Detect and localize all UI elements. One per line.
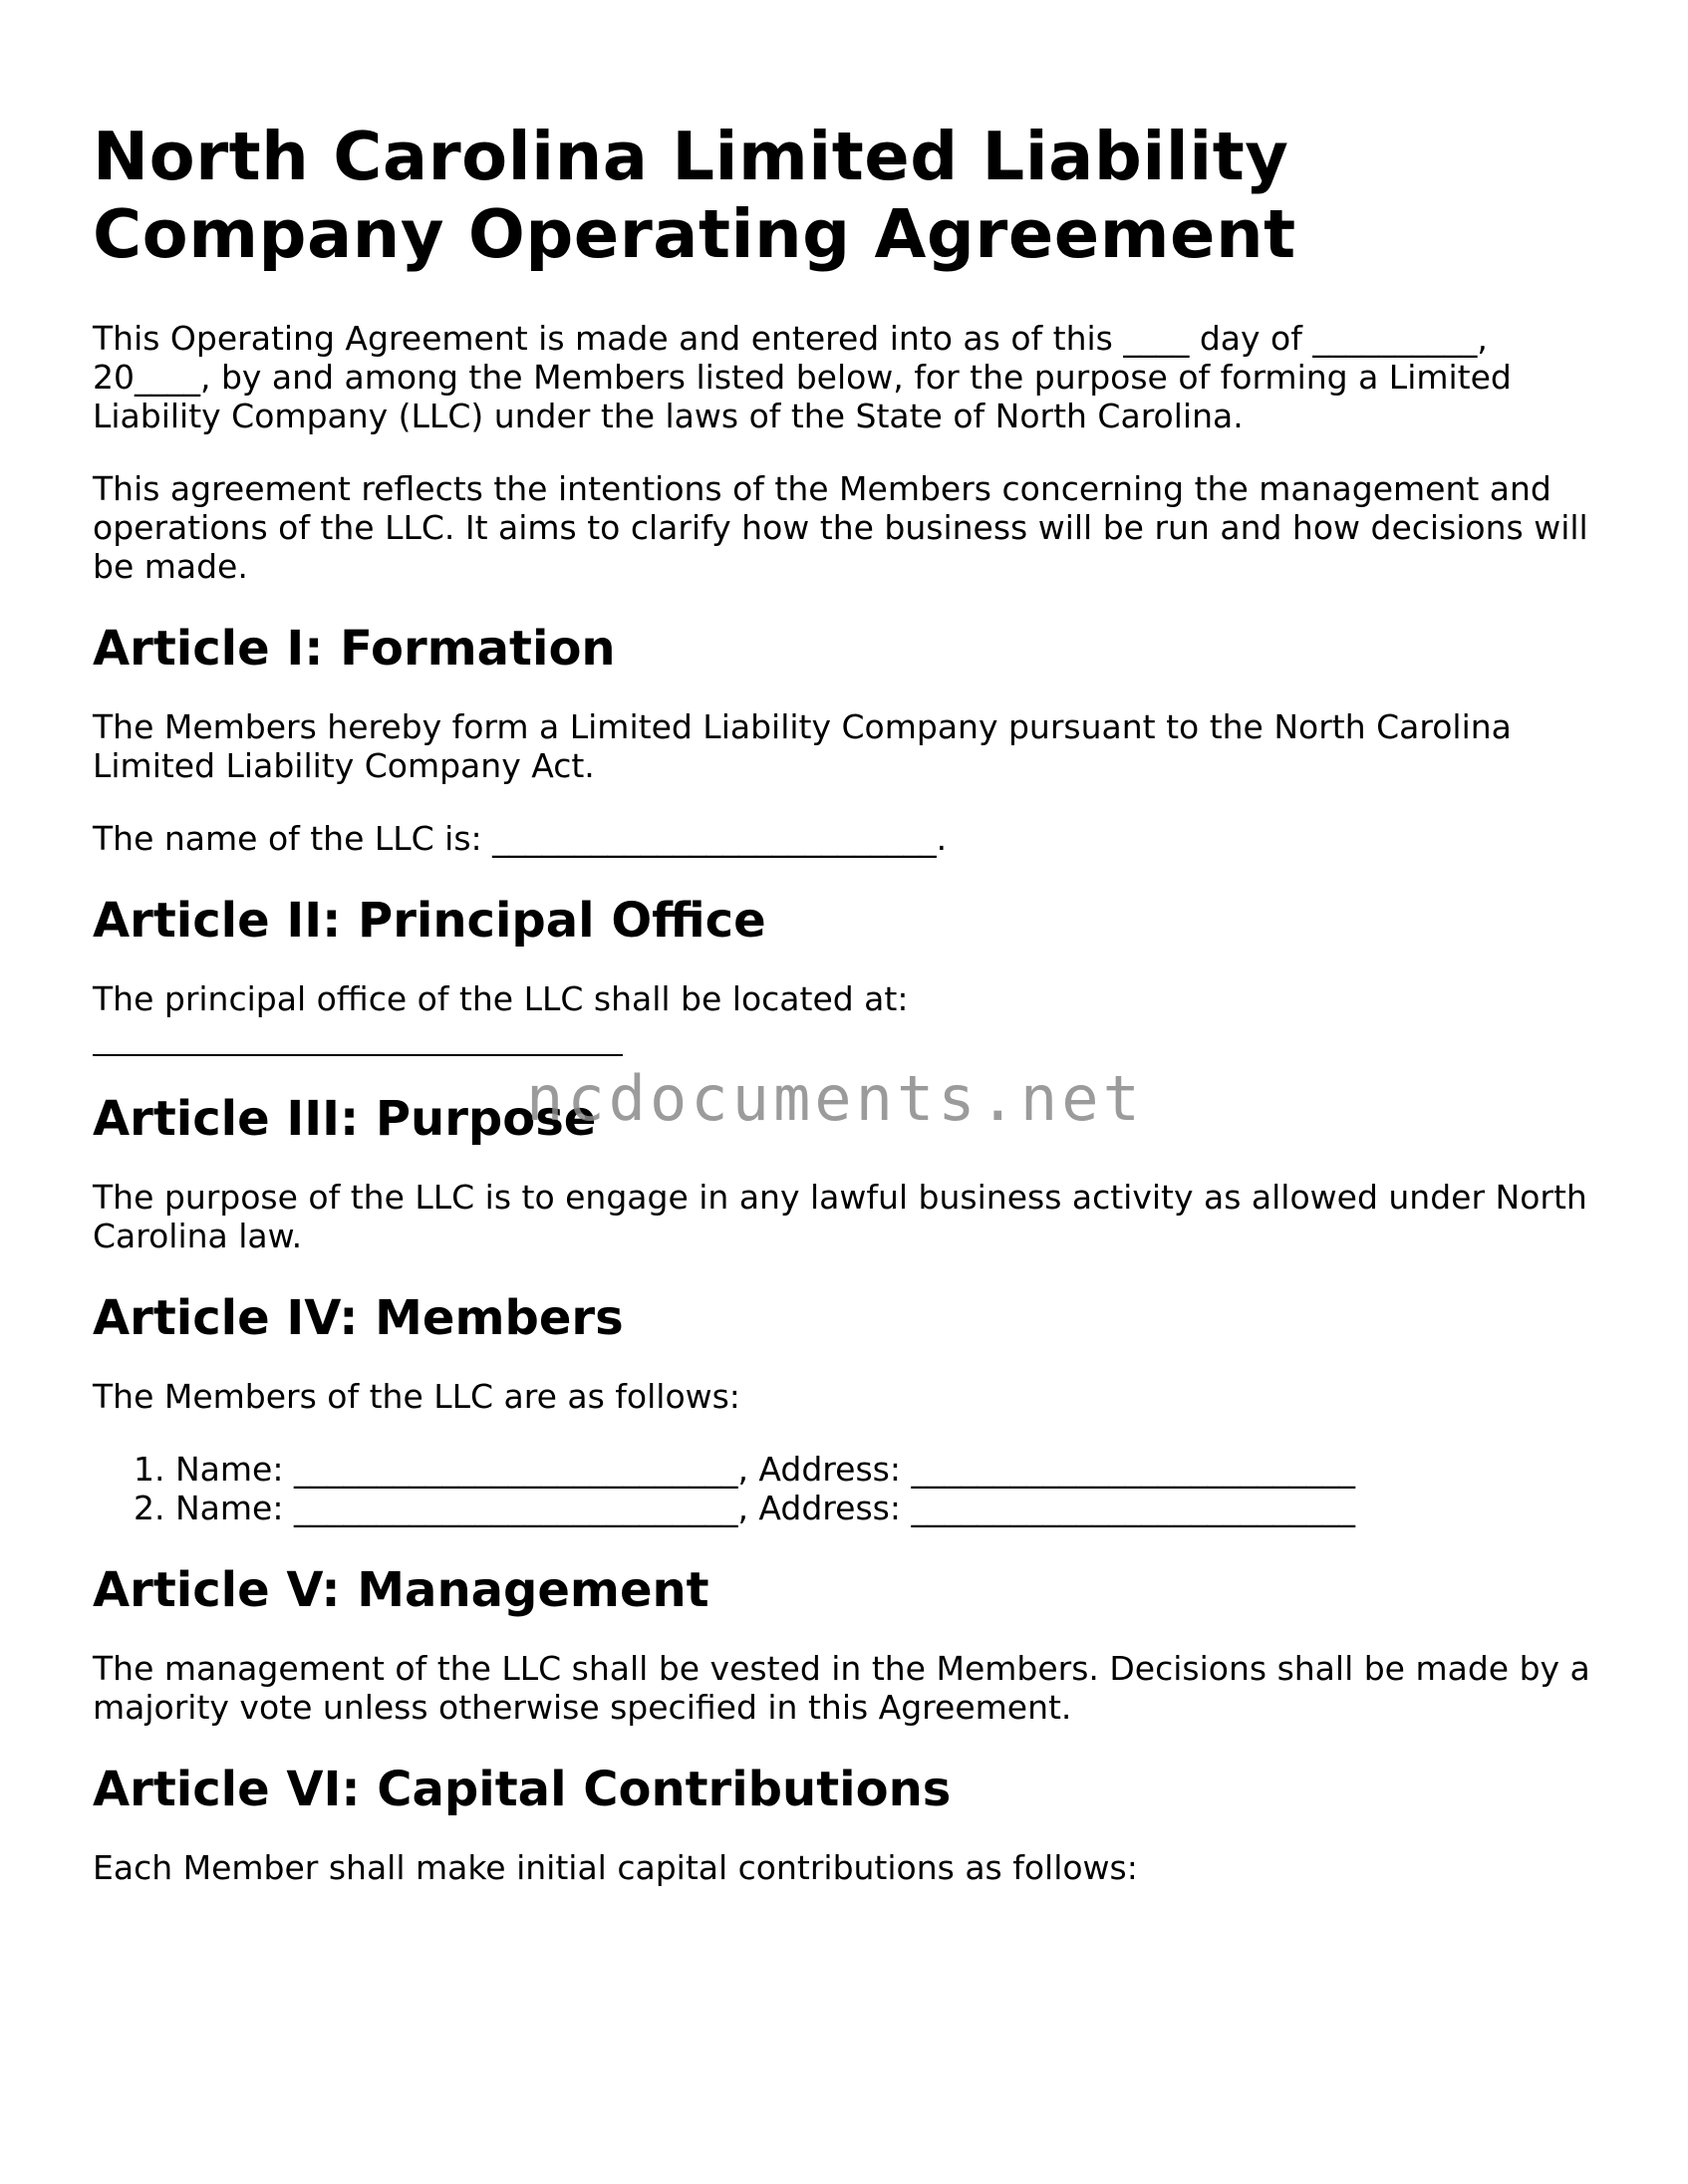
document-title: North Carolina Limited Liability Company Operating Agreement bbox=[93, 118, 1296, 273]
article-2-heading: Article II: Principal Office bbox=[93, 893, 766, 949]
principal-office-blank bbox=[93, 1014, 623, 1056]
llc-name-period: . bbox=[936, 819, 948, 858]
article-5-heading: Article V: Management bbox=[93, 1562, 709, 1618]
llc-name-label: The name of the LLC is: bbox=[93, 819, 493, 858]
article-2-paragraph: The principal office of the LLC shall be located at: bbox=[93, 979, 909, 1018]
member-item-1: 1. Name: ___________________________, Address: ___________________________ bbox=[134, 1450, 1355, 1489]
intro-paragraph-2: This agreement reflects the intentions of the Members concerning the management and operations of the LLC. It aims to clarify how the business will be run and how decisions will be made. bbox=[93, 469, 1588, 586]
article-3-paragraph: The purpose of the LLC is to engage in any lawful business activity as allowed under North Carolina law. bbox=[93, 1178, 1587, 1255]
document-page bbox=[93, 118, 1607, 1921]
llc-name-line bbox=[93, 819, 1607, 858]
member-item-2: 2. Name: ___________________________, Address: ___________________________ bbox=[134, 1489, 1355, 1527]
article-1-heading: Article I: Formation bbox=[93, 621, 616, 677]
article-3-heading: Article III: Purpose bbox=[93, 1091, 597, 1147]
intro-paragraph-1: This Operating Agreement is made and entered into as of this ____ day of __________, 20____, by and among the Members listed below, for the purpose of forming a Limited Liability Company (LLC) under the laws of the State of North Carolina. bbox=[93, 319, 1512, 435]
article-1-paragraph: The Members hereby form a Limited Liability Company pursuant to the North Carolina Limited Liability Company Act. bbox=[93, 707, 1512, 785]
article-4-paragraph: The Members of the LLC are as follows: bbox=[93, 1377, 740, 1416]
members-list bbox=[93, 1450, 1607, 1527]
article-6-paragraph: Each Member shall make initial capital contributions as follows: bbox=[93, 1848, 1138, 1887]
article-4-heading: Article IV: Members bbox=[93, 1290, 624, 1346]
watermark: ncdocuments.net bbox=[526, 1062, 1144, 1135]
article-5-paragraph: The management of the LLC shall be vested in the Members. Decisions shall be made by a majority vote unless otherwise specified in this Agreement. bbox=[93, 1649, 1590, 1727]
article-6-heading: Article VI: Capital Contributions bbox=[93, 1762, 952, 1817]
llc-name-blank: ___________________________ bbox=[492, 819, 937, 858]
